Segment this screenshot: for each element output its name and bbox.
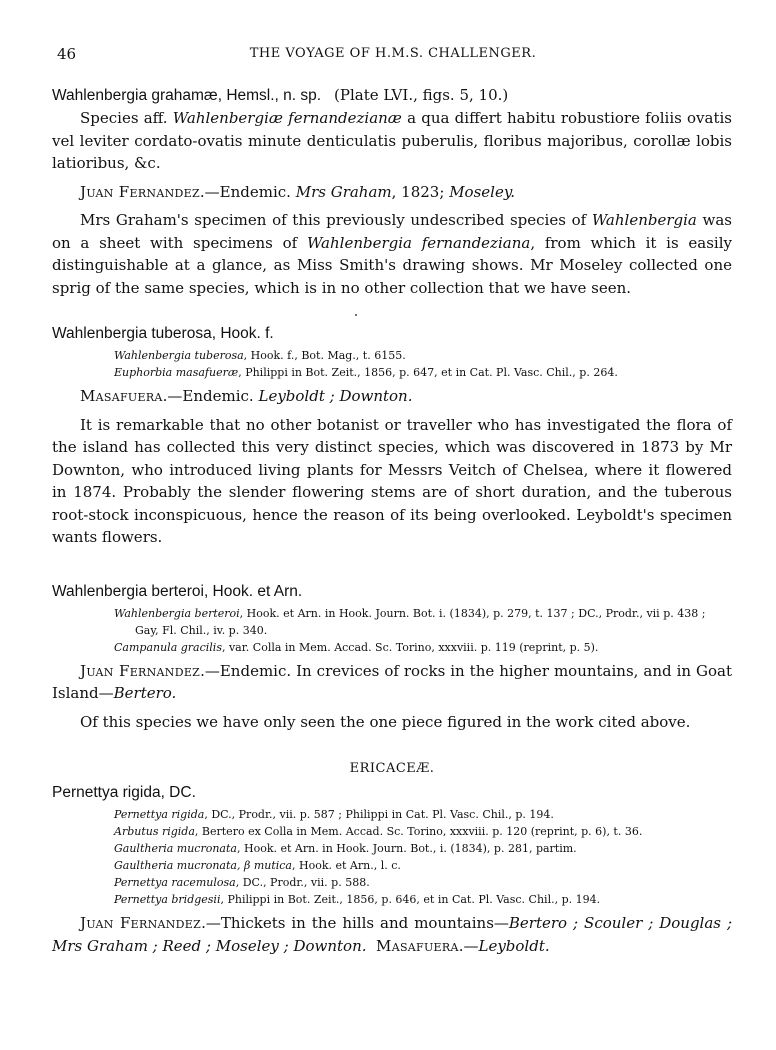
remark-taxon: Wahlenbergia: [591, 211, 697, 229]
remark-paragraph: Of this species we have only seen the one piece figured in the work cited above.: [80, 712, 691, 731]
collector: Bertero.: [113, 684, 177, 702]
synonym-name: Pernettya racemulosa: [114, 876, 236, 889]
synonym-name: Arbutus rigida: [114, 825, 195, 838]
spacer: [52, 733, 732, 761]
synonym-list: [52, 806, 732, 908]
collector: Moseley.: [449, 182, 516, 201]
latin-description: [52, 107, 732, 175]
synonym-citation: , Hook. et Arn. in Hook. Journ. Bot. i. (1834), p. 279, t. 137 ; DC., Prodr., vii p. 438 ; Gay, Fl. Chil., iv. p. 340.: [135, 606, 706, 637]
status-text: .—Endemic.: [199, 182, 296, 201]
species-author: , Hook. f.: [211, 325, 274, 342]
synonym-citation: , Bertero ex Colla in Mem. Accad. Sc. Torino, xxxviii. p. 120 (reprint, p. 6), t. 36.: [194, 825, 643, 838]
synonym-citation: , Hook. et Arn. in Hook. Journ. Bot., i. (1834), p. 281, partim.: [236, 842, 577, 855]
locality-line: [52, 385, 732, 408]
locality: Juan Fernandez: [80, 661, 201, 680]
synonym-name: Wahlenbergia tuberosa: [114, 349, 244, 362]
locality: Masafuera: [376, 936, 459, 955]
remark-text: Mrs Graham's specimen of this previously undescribed species of: [80, 211, 592, 229]
running-title: THE VOYAGE OF H.M.S. CHALLENGER.: [249, 46, 537, 61]
synonym-citation: , var. Colla in Mem. Accad. Sc. Torino, xxxviii. p. 119 (reprint, p. 5).: [221, 640, 599, 654]
synonym-name: Gaultheria mucronata: [114, 842, 237, 855]
synonym-citation: , Hook. et Arn., l. c.: [292, 859, 401, 872]
remark-taxon: Wahlenbergia fernandeziana: [306, 233, 531, 252]
locality: Juan Fernandez: [80, 182, 200, 201]
species-name: Wahlenbergia grahamæ: [52, 87, 218, 104]
synonym-line: [52, 806, 732, 823]
synonym-name: Pernettya rigida: [114, 808, 205, 821]
description-text: a qua differt habitu robustiore foliis ovatis vel leviter cordato-ovatis minute denticulatis puberulis, floribus majoribus, corollæ lobis latioribus, &c.: [52, 109, 732, 172]
description-taxon: Wahlenbergiæ fernandezianæ: [172, 109, 402, 127]
synonym-line: [52, 639, 732, 656]
synonym-citation: , Philippi in Bot. Zeit., 1856, p. 647, et in Cat. Pl. Vasc. Chil., p. 264.: [238, 366, 618, 379]
synonym-line: [52, 347, 732, 364]
species-heading: [52, 581, 732, 603]
species-name: Pernettya rigida: [52, 784, 161, 801]
species-name: Wahlenbergia berteroi: [52, 582, 204, 600]
species-name: Wahlenbergia tuberosa: [52, 325, 212, 342]
family-heading: ERICACEÆ.: [349, 761, 435, 776]
synonym-line: [52, 840, 732, 857]
spacer: [52, 549, 732, 581]
remark-paragraph: It is remarkable that no other botanist or traveller who has investigated the flora of the island has collected this very distinct species, which was discovered in 1873 by Mr Downton, who introduced living plants for Messrs Veitch of Chelsea, where it flowered in 1874. Probably the slender flowering stems are of short duration, and the tuberous root-stock inconspicuous, hence the reason of its being overlooked. Leyboldt's specimen wants flowers.: [52, 415, 732, 546]
remark-paragraph: [52, 209, 732, 299]
species-author: , DC.: [160, 784, 196, 801]
collector: Leyboldt.: [478, 936, 550, 955]
spacer: [52, 299, 732, 323]
synonym-citation: , DC., Prodr., vii. p. 588.: [235, 876, 370, 889]
synonym-line: [52, 364, 732, 381]
synonym-name: Gaultheria mucronata, β mutica: [114, 859, 292, 872]
collection-year: , 1823;: [391, 182, 450, 201]
species-entry-berteroi: [52, 581, 732, 734]
species-author: , Hemsl., n. sp.: [217, 87, 322, 104]
status-text: .—Thickets in the hills and mountains—: [201, 914, 509, 932]
species-heading: [52, 323, 732, 345]
synonym-citation: , Hook. f., Bot. Mag., t. 6155.: [243, 349, 406, 362]
species-author: , Hook. et Arn.: [203, 582, 303, 600]
status-text: .—Endemic. In crevices of rocks in the higher mountains, and in Goat Island—: [52, 661, 732, 702]
synonym-line: [52, 605, 732, 639]
synonym-line: [52, 823, 732, 840]
page-number: 46: [57, 45, 77, 63]
species-heading: [52, 84, 732, 107]
species-entry-pernettya: [52, 782, 732, 957]
print-speck: [355, 314, 357, 316]
status-text: .—Endemic.: [162, 387, 259, 405]
locality: Masafuera: [80, 387, 163, 405]
locality-line: [52, 181, 732, 204]
status-text: .—: [458, 936, 479, 955]
locality-line: [52, 660, 732, 705]
synonym-citation: , DC., Prodr., vii. p. 587 ; Philippi in Cat. Pl. Vasc. Chil., p. 194.: [204, 808, 554, 821]
remark-text: , from which it is easily distinguishable at a glance, as Miss Smith's drawing shows. Mr Moseley collected one sprig of the same species, which is in no other collection that we have seen.: [52, 233, 733, 297]
plate-reference: (Plate LVI., figs. 5, 10.): [334, 86, 509, 104]
synonym-name: Pernettya bridgesii: [114, 893, 221, 906]
synonym-name: Campanula gracilis: [114, 640, 222, 654]
species-heading: [52, 782, 732, 804]
synonym-line: [52, 857, 732, 874]
description-text: Species aff.: [80, 109, 173, 127]
species-entry-tuberosa: [52, 323, 732, 549]
synonym-line: [52, 874, 732, 891]
locality-line: [52, 912, 732, 957]
collector-list: Bertero ; Scouler ; Douglas ; Mrs Graham ; Reed ; Moseley ; Downton.: [52, 914, 733, 955]
collector: Leyboldt ; Downton.: [258, 387, 413, 405]
synonym-name: Wahlenbergia berteroi: [114, 606, 240, 620]
synonym-citation: , Philippi in Bot. Zeit., 1856, p. 646, et in Cat. Pl. Vasc. Chil., p. 194.: [220, 893, 601, 906]
locality: Juan Fernandez: [80, 914, 202, 932]
synonym-line: [52, 891, 732, 908]
remark-text: was on a sheet with specimens of: [52, 211, 732, 252]
collector: Mrs Graham: [295, 182, 392, 201]
page-header: [57, 45, 729, 65]
species-entry-grahamae: [52, 84, 732, 299]
page-body: [52, 84, 732, 957]
synonym-name: Euphorbia masafueræ: [114, 366, 239, 379]
